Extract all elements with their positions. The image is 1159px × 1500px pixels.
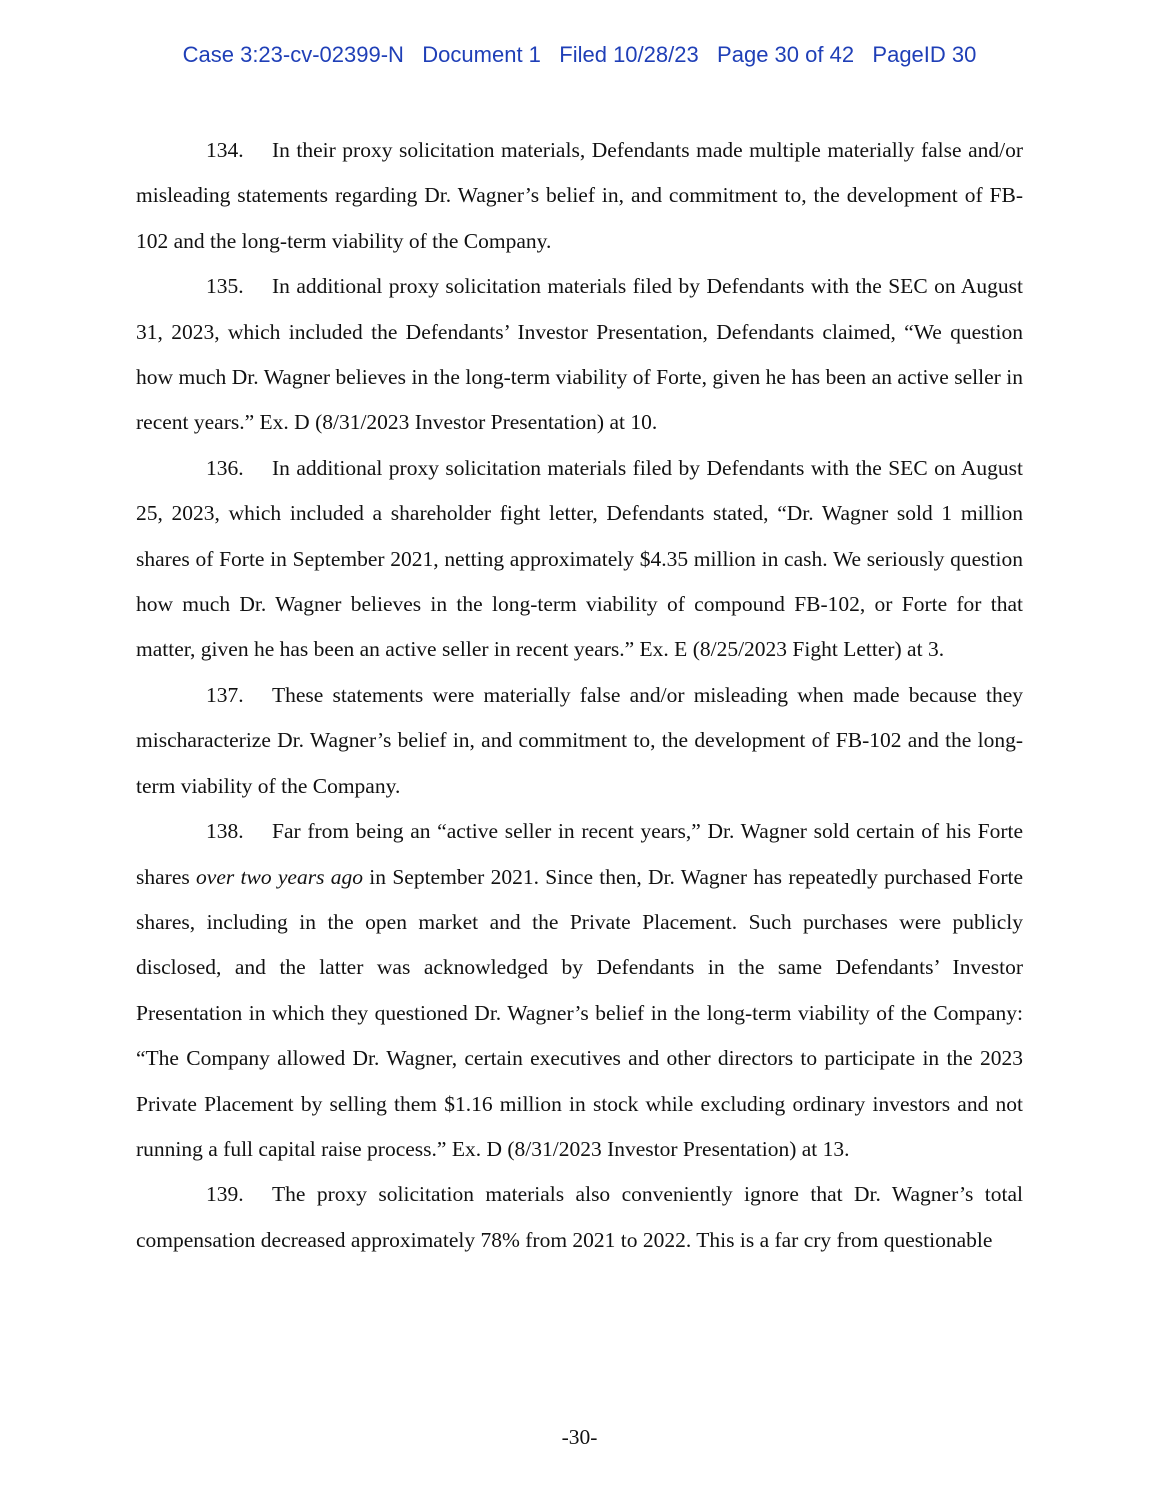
paragraph-text-end: in September 2021. Since then, Dr. Wagner has repeatedly purchased Forte shares, including in the open market and the Private Placement. Such purchases were publicly disclosed, and the latter was acknowledged by Defendants in the same Defendants’ Investor Presentation in which they questioned Dr. Wagner’s belief in the long-term viability of the Company: “The Company allowed Dr. Wagner, certain executives and other directors to participate in the 2023 Private Placement by selling them $1.16 million in stock while excluding ordinary investors and not running a full capital raise process.” Ex. D (8/31/2023 Investor Presentation) at 13.	[136, 864, 1023, 1161]
page-id: PageID 30	[872, 42, 977, 67]
paragraph-134	[136, 128, 1023, 264]
page-footer	[0, 1425, 1159, 1450]
paragraph-number: 138.	[206, 819, 244, 844]
paragraph-number: 134.	[206, 138, 244, 162]
paragraph-text: The proxy solicitation materials also conveniently ignore that Dr. Wagner’s total compensation decreased approximately 78% from 2021 to 2022. This is a far cry from questionable	[136, 1182, 1023, 1252]
case-number: Case 3:23-cv-02399-N	[182, 42, 404, 67]
paragraph-number: 137.	[206, 682, 244, 707]
paragraph-text-emphasis: over two years ago	[196, 864, 364, 889]
filed-date: Filed 10/28/23	[559, 42, 699, 67]
page-indicator: Page 30 of 42	[717, 42, 855, 67]
paragraph-text: These statements were materially false and/or misleading when made because they mischaracterize Dr. Wagner’s belief in, and commitment to, the development of FB-102 and the long-term viability of the Company.	[136, 682, 1023, 798]
document-number: Document 1	[422, 42, 541, 67]
document-body	[136, 128, 1023, 1263]
paragraph-text: In their proxy solicitation materials, Defendants made multiple materially false and/or misleading statements regarding Dr. Wagner’s belief in, and commitment to, the development of FB-102 and the long-term viability of the Company.	[136, 138, 1023, 253]
paragraph-number: 135.	[206, 274, 244, 299]
paragraph-text: In additional proxy solicitation materials filed by Defendants with the SEC on August 25, 2023, which included a shareholder fight letter, Defendants stated, “Dr. Wagner sold 1 million shares of Forte in September 2021, netting approximately $4.35 million in cash. We seriously question how much Dr. Wagner believes in the long-term viability of compound FB-102, or Forte for that matter, given he has been an active seller in recent years.” Ex. E (8/25/2023 Fight Letter) at 3.	[136, 455, 1023, 662]
paragraph-139	[136, 1172, 1023, 1263]
paragraph-text: In additional proxy solicitation materials filed by Defendants with the SEC on August 31, 2023, which included the Defendants’ Investor Presentation, Defendants claimed, “We question how much Dr. Wagner believes in the long-term viability of Forte, given he has been an active seller in recent years.” Ex. D (8/31/2023 Investor Presentation) at 10.	[136, 274, 1023, 435]
paragraph-number: 136.	[206, 455, 244, 480]
paragraph-135	[136, 264, 1023, 446]
footer-page-number: -30-	[561, 1425, 598, 1449]
paragraph-137	[136, 673, 1023, 809]
paragraph-number: 139.	[206, 1182, 244, 1207]
case-header	[0, 42, 1159, 68]
paragraph-text-start: Far from being an “active seller in recent years,” Dr. Wagner sold certain of his Forte shares	[136, 819, 1023, 889]
paragraph-138	[136, 809, 1023, 1172]
paragraph-136	[136, 446, 1023, 673]
